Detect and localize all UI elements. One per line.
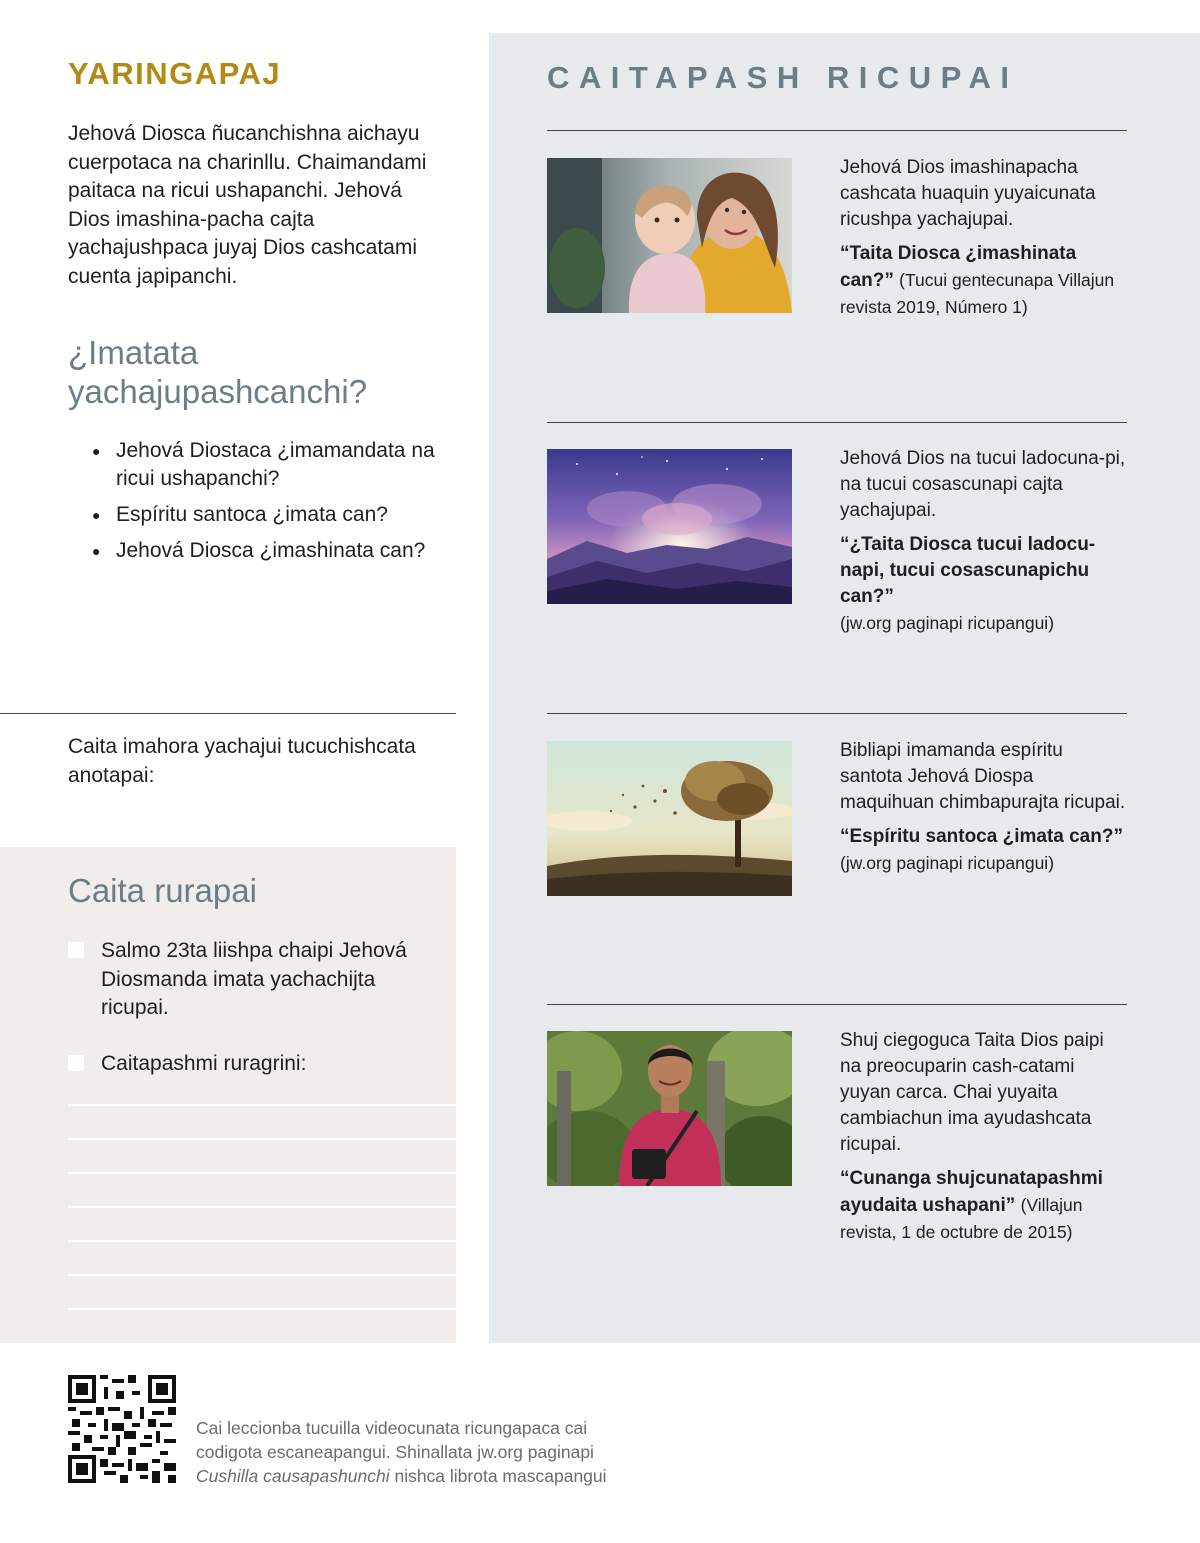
explore-item-text: [840, 446, 1130, 636]
review-question: ● Espíritu santoca ¿imata can?: [92, 501, 452, 529]
review-title: ¿Imatata yachajupashcanchi?: [68, 334, 368, 410]
item-source: (jw.org paginapi ricupangui): [840, 613, 1055, 633]
review-list: [92, 437, 452, 573]
notes-label: Caita imahora yachajui tucuchishcata anotapai:: [68, 735, 416, 787]
goal-text: Salmo 23ta liishpa chaipi Jehová Diosmanda imata yachachijta ricupai.: [101, 939, 407, 1019]
item-link-title[interactable]: [840, 241, 1130, 321]
review-question: ● Jehová Diosca ¿imashinata can?: [92, 537, 452, 565]
write-line[interactable]: [68, 1104, 456, 1106]
explore-panel: [489, 33, 1200, 1343]
item-description: Bibliapi imamanda espíritu santota Jehová Diospa maquihuan chimbapurajta ricupai.: [840, 740, 1126, 813]
footer-book-title: Cushilla causapashunchi: [196, 1466, 390, 1486]
footer-text: [196, 1416, 716, 1488]
footer-line: codigota escaneapangui. Shinallata jw.org paginapi: [196, 1442, 594, 1462]
footer-line: Cai leccionba tucuilla videocunata ricungapaca cai: [196, 1418, 588, 1438]
item-link-title[interactable]: “¿Taita Diosca tucui ladocu-napi, tucui cosascunapichu can?”: [840, 534, 1096, 607]
item-divider: [547, 713, 1127, 714]
checkbox[interactable]: [68, 942, 84, 958]
write-line[interactable]: [68, 1172, 456, 1174]
qr-code-icon[interactable]: [68, 1375, 176, 1483]
goals-panel: [0, 847, 456, 1343]
write-line[interactable]: [68, 1274, 456, 1276]
summary-title: YARINGAPAJ: [68, 56, 282, 91]
review-question: ● Jehová Diostaca ¿imamandata na ricui ushapanchi?: [92, 437, 452, 493]
item-divider: [547, 422, 1127, 423]
mother-and-baby-photo: [547, 158, 792, 313]
goal-item[interactable]: [68, 937, 438, 1023]
footer-line: nishca librota mascapangui: [389, 1466, 607, 1486]
write-line[interactable]: [68, 1206, 456, 1208]
item-source: (Villajun revista, 1 de octubre de 2015): [840, 1195, 1083, 1242]
item-source: (Tucui gentecunapa Villajun revista 2019, Número 1): [840, 270, 1115, 317]
section-divider: [0, 713, 456, 714]
write-line[interactable]: [68, 1308, 456, 1310]
goal-text: Caitapashmi ruragrini:: [101, 1052, 307, 1075]
write-line[interactable]: [68, 1138, 456, 1140]
item-title-text[interactable]: “Cunanga shujcunatapashmi ayudaita ushapani”: [840, 1168, 1103, 1216]
explore-item-text: [840, 155, 1130, 321]
tree-in-wind-photo: [547, 741, 792, 896]
write-line[interactable]: [68, 1240, 456, 1242]
explore-title: CAITAPASH RICUPAI: [547, 60, 1019, 95]
item-source: (jw.org paginapi ricupangui): [840, 853, 1055, 873]
item-description: Jehová Dios imashinapacha cashcata huaquin yuyaicunata ricushpa yachajupai.: [840, 157, 1096, 230]
goals-title: Caita rurapai: [68, 872, 257, 909]
item-title-text[interactable]: “Taita Diosca ¿imashinata can?”: [840, 243, 1077, 291]
smiling-man-photo: [547, 1031, 792, 1186]
checkbox[interactable]: [68, 1055, 84, 1071]
item-description: Shuj ciegoguca Taita Dios paipi na preocuparin cash-catami yuyan carca. Chai yuyaita cambiachun ima ayudashcata ricupai.: [840, 1030, 1104, 1155]
summary-text: Jehová Diosca ñucanchishna aichayu cuerpotaca na charinllu. Chaimandami paitaca na ricui ushapanchi. Jehová Dios imashina-pacha cajta yachajushpaca juyaj Dios cashcatami cuenta japipanchi.: [68, 122, 427, 288]
goal-item[interactable]: [68, 1050, 438, 1079]
item-divider: [547, 130, 1127, 131]
item-divider: [547, 1004, 1127, 1005]
item-description: Jehová Dios na tucui ladocuna-pi, na tucui cosascunapi cajta yachajupai.: [840, 448, 1126, 521]
explore-item-text: [840, 738, 1130, 876]
item-link-title[interactable]: [840, 1166, 1130, 1246]
explore-item-text: [840, 1028, 1130, 1246]
item-link-title[interactable]: “Espíritu santoca ¿imata can?”: [840, 826, 1123, 847]
sunrise-mountains-photo: [547, 449, 792, 604]
